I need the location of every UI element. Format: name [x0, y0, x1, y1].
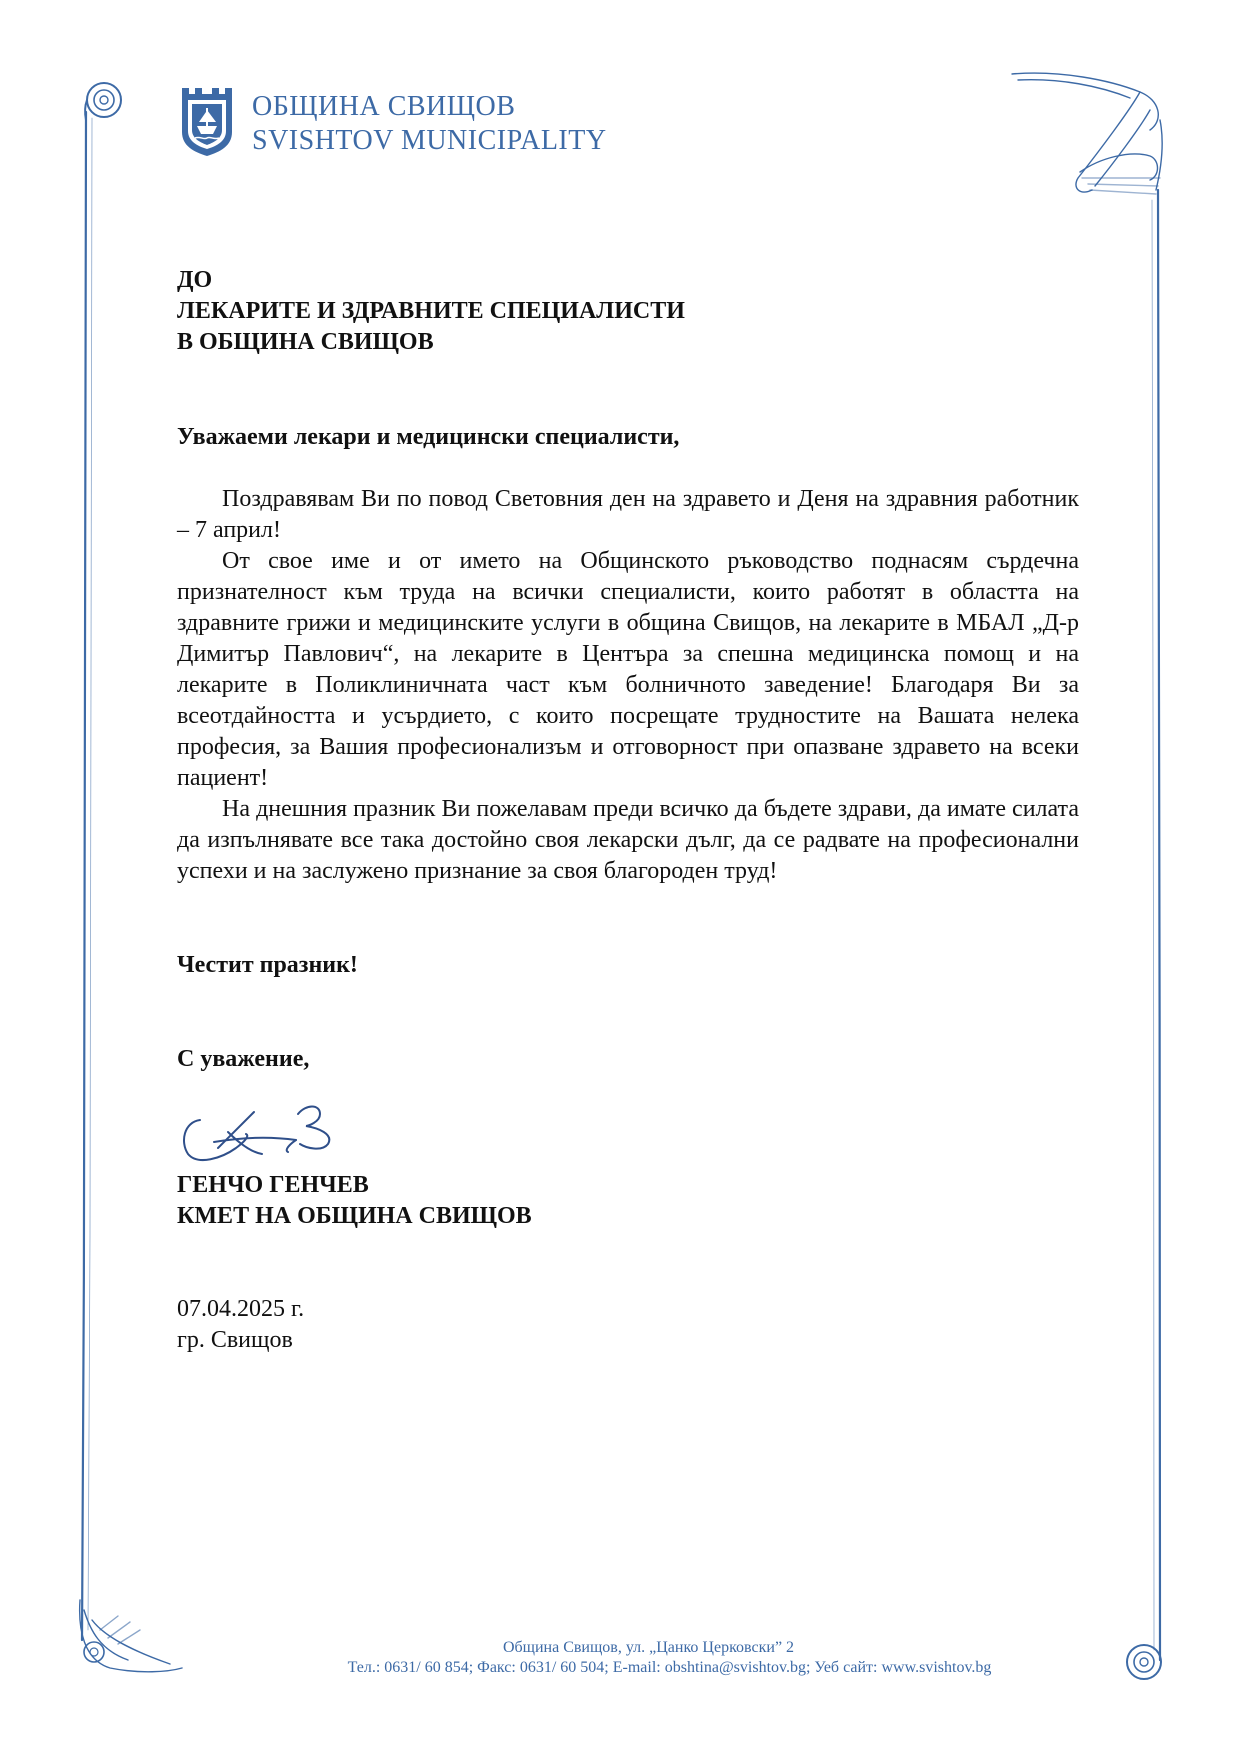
closing: С уважение, — [177, 1046, 310, 1072]
letter-body — [177, 484, 1079, 887]
municipality-name — [252, 90, 607, 158]
spiral-ornament-top-left — [85, 83, 121, 120]
recipient-line-3: В ОБЩИНА СВИЩОВ — [177, 329, 434, 355]
greeting: Честит празник! — [177, 952, 358, 978]
body-paragraph-1: Поздравявам Ви по повод Световния ден на здравето и Деня на здравния работник – 7 април! — [177, 486, 1079, 543]
handwritten-signature — [178, 1092, 378, 1172]
salutation: Уважаеми лекари и медицински специалисти, — [177, 424, 680, 450]
body-paragraph-3: На днешния празник Ви пожелавам преди всичко да бъдете здрави, да имате силата да изпълнявате все така достойно своя лекарски дълг, да се радвате на професионални успехи и на заслужено признание за своя благороден труд! — [177, 796, 1079, 884]
body-paragraph-2: От свое име и от името на Общинското ръководство поднасям сърдечна признателност към труда на всички специалисти, които работят в областта на здравните грижи и медицинските услуги в община Свищов, на лекарите в МБАЛ „Д-р Димитър Павлович“, на лекарите в Центъра за спешна медицинска помощ и на лекарите в Поликлиничната част към болничното заведение! Благодаря Ви за всеотдайността и усърдието, с които посрещате трудностите на Вашата нелека професия, за Вашия професионализъм и отговорност при опазване здравето на всеки пациент! — [177, 548, 1079, 791]
recipient-block — [177, 265, 685, 358]
letter-place: гр. Свищов — [177, 1327, 293, 1353]
signer-title: КМЕТ НА ОБЩИНА СВИЩОВ — [177, 1203, 532, 1229]
signer-block — [177, 1170, 532, 1232]
date-place-block — [177, 1294, 304, 1356]
recipient-line-1: ДО — [177, 267, 213, 293]
municipality-name-bg: ОБЩИНА СВИЩОВ — [252, 91, 516, 122]
signer-name: ГЕНЧО ГЕНЧЕВ — [177, 1172, 369, 1198]
footer-contacts: Тел.: 0631/ 60 854; Факс: 0631/ 60 504; E-mail: obshtina@svishtov.bg; Уеб сайт: www.svishtov.bg — [347, 1659, 992, 1676]
recipient-line-2: ЛЕКАРИТЕ И ЗДРАВНИТЕ СПЕЦИАЛИСТИ — [177, 298, 685, 324]
scroll-quill-ornament-top-right — [1012, 73, 1162, 194]
municipal-crest-icon — [180, 84, 234, 158]
footer-address: Община Свищов, ул. „Цанко Церковски” 2 — [502, 1639, 795, 1656]
municipality-name-en: SVISHTOV MUNICIPALITY — [252, 125, 607, 156]
footer — [0, 1638, 1241, 1678]
letter-date: 07.04.2025 г. — [177, 1296, 305, 1322]
